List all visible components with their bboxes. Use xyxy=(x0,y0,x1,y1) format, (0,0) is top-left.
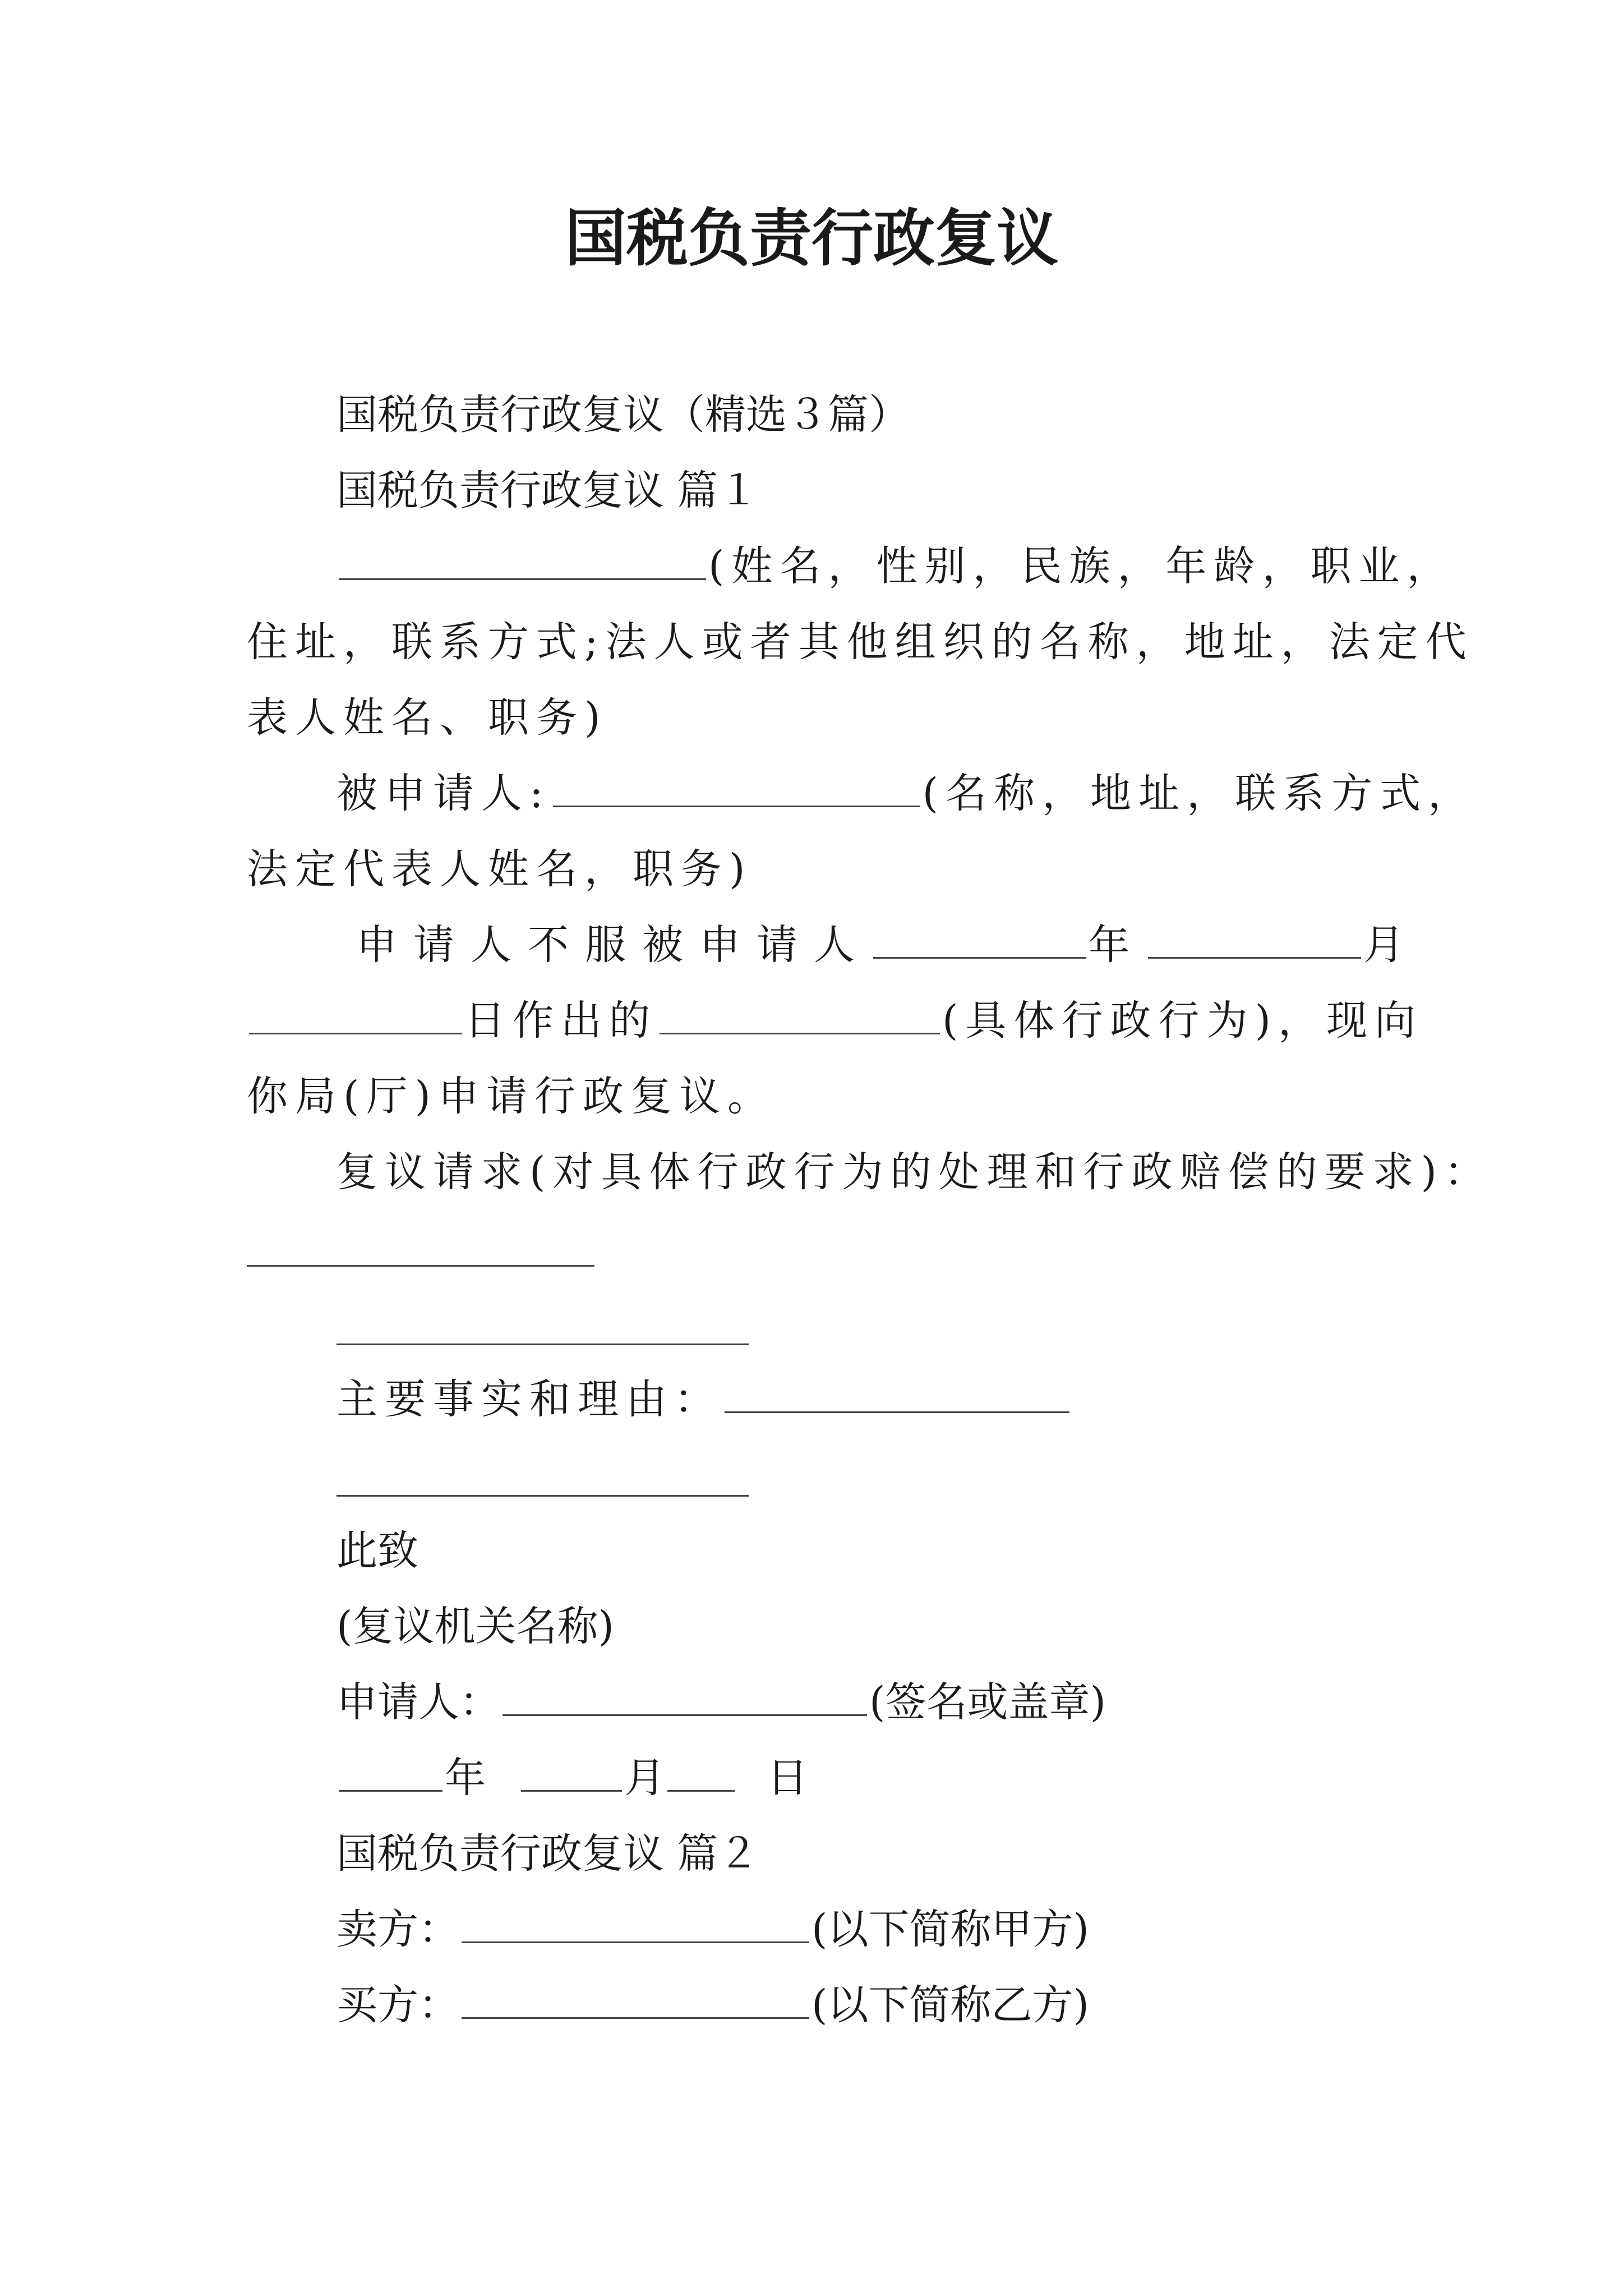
buyer-line: 买方： (以下简称乙方) xyxy=(336,1981,1089,2029)
applicant-name-blank[interactable] xyxy=(339,544,706,580)
facts-line: 主要事实和理由： xyxy=(336,1372,1072,1428)
respondent-blank[interactable] xyxy=(553,771,920,807)
year-blank[interactable] xyxy=(873,922,1086,959)
respondent-line-1: 被申请人: (名称，地址，联系方式， xyxy=(336,770,1477,817)
seller-blank[interactable] xyxy=(462,1907,809,1943)
applicant-sign-line: 申请人： (签名或盖章) xyxy=(336,1678,1106,1726)
refusal-line-1: 申请人不服被申请人 年 月 xyxy=(356,921,1421,969)
closing: 此致 xyxy=(336,1527,418,1575)
action-blank[interactable] xyxy=(660,998,940,1034)
subtitle: 国税负责行政复议（精选３篇） xyxy=(336,391,910,439)
review-organ: (复议机关名称) xyxy=(336,1603,614,1650)
seller-line: 卖方： (以下简称甲方) xyxy=(336,1906,1089,1953)
applicant-info-line-3: 表人姓名、职务) xyxy=(247,694,608,742)
respondent-line-2: 法定代表人姓名，职务) xyxy=(247,845,753,893)
facts-blank[interactable] xyxy=(725,1377,1069,1413)
applicant-sign-blank[interactable] xyxy=(502,1680,867,1716)
part2-heading: 国税负责行政复议 篇２ xyxy=(336,1830,759,1878)
buyer-blank[interactable] xyxy=(462,1982,809,2019)
facts-blank-2[interactable] xyxy=(336,1495,749,1497)
refusal-line-3: 你局(厅)申请行政复议。 xyxy=(247,1073,776,1120)
applicant-info-line-1: (姓名，性别，民族，年龄，职业， xyxy=(336,539,1455,595)
request-label: 复议请求(对具体行政行为的处理和行政赔偿的要求)： xyxy=(336,1148,1492,1196)
request-blank-2[interactable] xyxy=(336,1343,749,1345)
date-line: 年 月 日 xyxy=(336,1750,808,1806)
refusal-line-2: 日作出的 (具体行政行为)，现向 xyxy=(247,993,1423,1049)
date-month-blank[interactable] xyxy=(521,1755,622,1792)
applicant-info-line-2: 住址，联系方式;法人或者其他组织的名称，地址，法定代 xyxy=(247,618,1474,666)
day-blank[interactable] xyxy=(249,998,462,1034)
month-blank[interactable] xyxy=(1148,922,1361,959)
date-year-blank[interactable] xyxy=(339,1755,442,1792)
date-day-blank[interactable] xyxy=(667,1755,735,1792)
page-title: 国税负责行政复议 xyxy=(565,203,1058,274)
part1-heading: 国税负责行政复议 篇１ xyxy=(336,467,759,514)
request-blank-1[interactable] xyxy=(247,1265,594,1267)
